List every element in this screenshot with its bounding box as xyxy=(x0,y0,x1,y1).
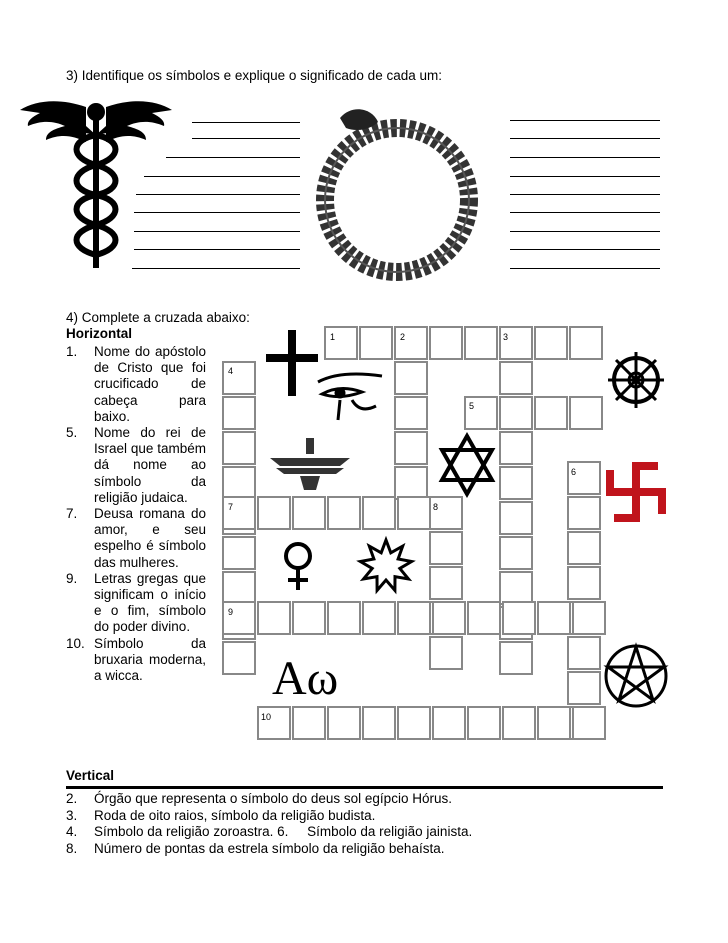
cross-icon xyxy=(266,330,318,396)
dharma-wheel-icon xyxy=(608,352,664,408)
ouroboros-icon xyxy=(325,109,469,272)
eye-of-horus-icon xyxy=(318,374,382,420)
crossword-cell[interactable] xyxy=(430,327,462,359)
swastika-icon xyxy=(606,462,666,522)
crossword-cell[interactable] xyxy=(568,532,600,564)
crossword-cell[interactable] xyxy=(570,397,602,429)
crossword-cell[interactable] xyxy=(568,672,600,704)
crossword-cell[interactable] xyxy=(503,602,535,634)
venus-icon xyxy=(286,544,310,590)
crossword-cell[interactable] xyxy=(395,397,427,429)
star-of-david-icon xyxy=(442,436,492,494)
crossword-cell[interactable] xyxy=(360,327,392,359)
crossword-cell[interactable] xyxy=(500,432,532,464)
crossword-cell[interactable] xyxy=(223,642,255,674)
crossword-cell[interactable] xyxy=(500,502,532,534)
crossword-cell[interactable] xyxy=(430,532,462,564)
crossword-cell[interactable] xyxy=(363,707,395,739)
crossword-cell[interactable] xyxy=(535,397,567,429)
crossword-cell[interactable] xyxy=(398,707,430,739)
crossword-cell[interactable] xyxy=(223,537,255,569)
clue-vertical-3: 3. Roda de oito raios, símbolo da religião budista. xyxy=(66,807,376,823)
crossword-cell[interactable] xyxy=(468,602,500,634)
crossword-cell[interactable] xyxy=(503,707,535,739)
crossword-number: 8 xyxy=(433,502,439,512)
crossword-cell[interactable] xyxy=(395,362,427,394)
horizontal-clues xyxy=(66,344,206,684)
clue-vertical-8: 8. Número de pontas da estrela símbolo da religião behaísta. xyxy=(66,840,445,856)
crossword-cell[interactable] xyxy=(258,497,290,529)
crossword-cell[interactable] xyxy=(293,602,325,634)
clue-vertical-2: 2. Órgão que representa o símbolo do deus sol egípcio Hórus. xyxy=(66,791,452,806)
crossword-cell[interactable] xyxy=(500,467,532,499)
crossword-cell[interactable] xyxy=(465,327,497,359)
crossword-cell[interactable] xyxy=(293,497,325,529)
crossword-cell[interactable] xyxy=(568,637,600,669)
crossword-cell[interactable] xyxy=(328,707,360,739)
vertical-heading: Vertical xyxy=(66,768,115,783)
alpha-omega-symbol: Αω xyxy=(272,652,339,705)
crossword-cell[interactable] xyxy=(433,602,465,634)
clue-horizontal-5: 5. Nome do rei de Israel que também dá nome ao símbolo da religião judaica. xyxy=(66,425,206,505)
crossword-cell[interactable] xyxy=(500,397,532,429)
crossword-cell[interactable] xyxy=(223,397,255,429)
crossword-cell[interactable] xyxy=(223,572,255,604)
caduceus-icon xyxy=(20,101,172,268)
vertical-clues xyxy=(66,791,472,857)
crossword-number: 7 xyxy=(228,502,234,512)
clue-horizontal-10: 10. Símbolo da bruxaria moderna, a wicca. xyxy=(66,635,206,684)
clue-horizontal-9: 9. Letras gregas que significam o início e o fim, símbolo do poder divino. xyxy=(66,570,206,635)
crossword-cell[interactable] xyxy=(398,602,430,634)
crossword-number: 4 xyxy=(228,366,234,376)
horizontal-heading: Horizontal xyxy=(66,326,132,341)
crossword-cell[interactable] xyxy=(223,432,255,464)
crossword-cell[interactable] xyxy=(223,467,255,499)
crossword-cell[interactable] xyxy=(568,567,600,599)
crossword-cell[interactable] xyxy=(500,642,532,674)
crossword-cell[interactable] xyxy=(328,602,360,634)
crossword-cell[interactable] xyxy=(293,707,325,739)
crossword-number: 6 xyxy=(571,467,577,477)
crossword-cell[interactable] xyxy=(363,602,395,634)
crossword-cell[interactable] xyxy=(258,602,290,634)
crossword-number: 1 xyxy=(330,332,336,342)
crossword-number: 2 xyxy=(400,332,406,342)
pentagram-icon xyxy=(606,646,666,706)
crossword-cell[interactable] xyxy=(433,707,465,739)
clue-horizontal-1: 1. Nome do apóstolo de Cristo que foi crucificado de cabeça para baixo. xyxy=(66,344,206,424)
crossword-cell[interactable] xyxy=(570,327,602,359)
crossword-cell[interactable] xyxy=(468,707,500,739)
crossword-cell[interactable] xyxy=(430,637,462,669)
crossword-number: 3 xyxy=(503,332,509,342)
question-3-title: 3) Identifique os símbolos e explique o significado de cada um: xyxy=(66,68,442,83)
crossword-cell[interactable] xyxy=(538,707,570,739)
crossword-number: 10 xyxy=(261,712,272,722)
crossword-cell[interactable] xyxy=(500,362,532,394)
question-4-title: 4) Complete a cruzada abaixo: xyxy=(66,310,250,325)
crossword-number: 9 xyxy=(228,607,234,617)
crossword-cell[interactable] xyxy=(430,567,462,599)
faravahar-icon xyxy=(270,438,350,490)
crossword-cell[interactable] xyxy=(395,432,427,464)
crossword-cell[interactable] xyxy=(398,497,430,529)
crossword-number: 5 xyxy=(469,401,475,411)
clue-horizontal-7: 7. Deusa romana do amor, e seu espelho é símbolo das mulheres. xyxy=(66,506,206,570)
crossword-cell[interactable] xyxy=(363,497,395,529)
crossword-cell[interactable] xyxy=(535,327,567,359)
crossword-cell[interactable] xyxy=(500,572,532,604)
crossword-cell[interactable] xyxy=(328,497,360,529)
crossword-cell[interactable] xyxy=(538,602,570,634)
clue-vertical-4: 4. Símbolo da religião zoroastra. 6. Símbolo da religião jainista. xyxy=(66,824,473,839)
nine-point-star-icon xyxy=(360,540,411,590)
crossword-cell[interactable] xyxy=(500,537,532,569)
crossword-cell[interactable] xyxy=(573,707,605,739)
crossword-cell[interactable] xyxy=(573,602,605,634)
crossword-cell[interactable] xyxy=(568,497,600,529)
crossword-cell[interactable] xyxy=(395,467,427,499)
divider xyxy=(66,786,663,789)
